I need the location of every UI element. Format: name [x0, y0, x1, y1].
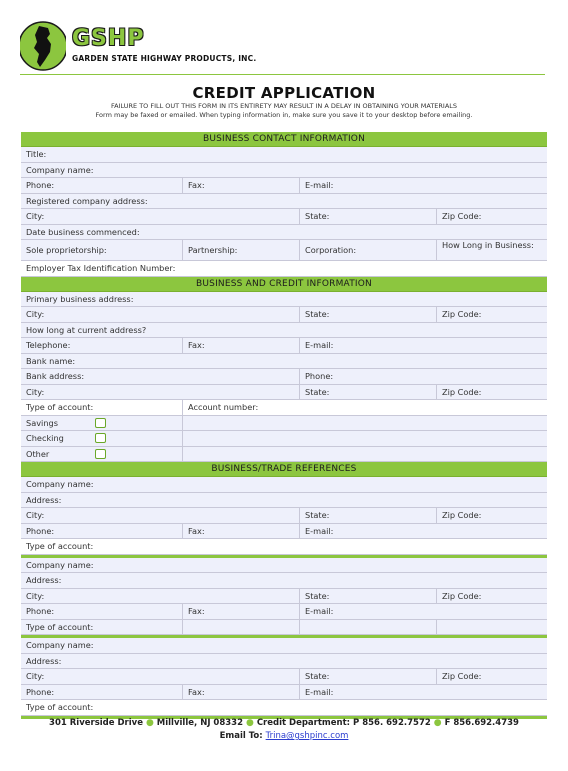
telephone-row [21, 338, 547, 354]
ref2-city-row [21, 589, 547, 605]
ref2-company-row[interactable] [21, 558, 547, 574]
savings-label: Savings [26, 417, 58, 428]
other-checkbox[interactable] [95, 449, 106, 459]
ref2-account-type-field[interactable]: Type of account: [26, 621, 94, 632]
ref3-account-type-row[interactable] [21, 700, 547, 716]
ref1-fax-field[interactable]: Fax: [182, 524, 300, 539]
footer-email-label: Email To: [219, 731, 263, 741]
ref3-company-row[interactable] [21, 638, 547, 654]
ref2-address-row[interactable] [21, 573, 547, 589]
ref2-company-field[interactable]: Company name: [26, 559, 94, 570]
credit-zip-field[interactable]: Zip Code: [436, 307, 548, 322]
header-divider [20, 74, 545, 75]
date-commenced-row[interactable] [21, 225, 547, 241]
ref2-blank-3 [436, 620, 548, 635]
other-row [21, 447, 547, 463]
ref3-account-type-field[interactable]: Type of account: [26, 702, 94, 712]
ref2-fax-field[interactable]: Fax: [182, 604, 300, 619]
company-name-field[interactable]: Company name: [26, 164, 94, 175]
ref1-address-row[interactable] [21, 493, 547, 509]
checking-row [21, 431, 547, 447]
company-logo [20, 20, 260, 72]
savings-row [21, 416, 547, 432]
account-type-row [21, 400, 547, 416]
zip-field[interactable]: Zip Code: [436, 209, 548, 224]
section-header-credit: BUSINESS AND CREDIT INFORMATION [21, 277, 547, 292]
bullet-icon: ● [245, 718, 254, 728]
ref2-email-field[interactable]: E-mail: [299, 604, 548, 619]
state-field[interactable]: State: [299, 209, 433, 224]
ref1-zip-field[interactable]: Zip Code: [436, 508, 548, 523]
footer-fax: F 856.692.4739 [444, 718, 519, 728]
account-number-field[interactable]: Account number: [182, 400, 548, 415]
fax-field[interactable]: Fax: [182, 178, 300, 193]
footer-city: Millville, NJ 08332 [156, 718, 244, 728]
phone-row [21, 178, 547, 194]
credit-city-field[interactable]: City: [26, 309, 45, 319]
type-of-account-label: Type of account: [26, 402, 94, 412]
checking-option[interactable] [21, 431, 182, 446]
ref3-zip-field[interactable]: Zip Code: [436, 669, 548, 684]
ref1-account-type-row[interactable] [21, 539, 547, 555]
company-name-row[interactable] [21, 163, 547, 179]
credit-city-row [21, 307, 547, 323]
ref3-state-field[interactable]: State: [299, 669, 433, 684]
ref1-company-field[interactable]: Company name: [26, 479, 94, 489]
primary-address-field[interactable]: Primary business address: [26, 293, 134, 304]
ref3-fax-field[interactable]: Fax: [182, 685, 300, 700]
savings-option[interactable] [21, 416, 182, 431]
bank-phone-field[interactable]: Phone: [299, 369, 548, 384]
credit-application-form [21, 132, 547, 719]
ref1-company-row[interactable] [21, 477, 547, 493]
bullet-icon: ● [433, 718, 442, 728]
ref1-address-field[interactable]: Address: [26, 494, 62, 505]
title-row[interactable] [21, 147, 547, 163]
bank-name-field[interactable]: Bank name: [26, 355, 76, 366]
footer-address: 301 Riverside Drive [49, 718, 143, 728]
footer-email-link[interactable]: Trina@gshpinc.com [265, 731, 349, 741]
footer-email-line [0, 731, 568, 741]
bank-name-row[interactable] [21, 354, 547, 370]
ref1-state-field[interactable]: State: [299, 508, 433, 523]
page-title: CREDIT APPLICATION [192, 84, 376, 102]
city-row [21, 209, 547, 225]
ref3-company-field[interactable]: Company name: [26, 640, 94, 650]
form-notice [0, 102, 568, 120]
section-header-references: BUSINESS/TRADE REFERENCES [21, 462, 547, 477]
ref1-account-type-field[interactable]: Type of account: [26, 541, 94, 551]
bullet-icon: ● [145, 718, 154, 728]
checking-checkbox[interactable] [95, 433, 106, 443]
how-long-address-field[interactable]: How long at current address? [26, 324, 147, 335]
ref1-city-field[interactable]: City: [26, 510, 45, 520]
account-number-blank-2 [182, 431, 548, 446]
ref3-address-field[interactable]: Address: [26, 655, 62, 666]
footer-credit-dept: Credit Department: P 856. 692.7572 [256, 718, 431, 728]
partnership-field[interactable]: Partnership: [182, 240, 300, 260]
bank-state-field[interactable]: State: [299, 385, 433, 400]
notice-line-1: FAILURE TO FILL OUT THIS FORM IN ITS ENTIRETY MAY RESULT IN A DELAY IN OBTAINING YOUR MATERIALS [110, 102, 458, 110]
how-long-in-business-field[interactable]: How Long in Business: [436, 240, 542, 260]
checking-label: Checking [26, 433, 64, 443]
other-option[interactable] [21, 447, 182, 462]
ref2-account-type-row [21, 620, 547, 636]
registered-address-row[interactable] [21, 194, 547, 210]
telephone-field[interactable]: Telephone: [26, 340, 71, 350]
tax-id-row[interactable] [21, 261, 547, 277]
date-commenced-field[interactable]: Date business commenced: [26, 226, 140, 237]
tax-id-field[interactable]: Employer Tax Identification Number: [26, 263, 176, 273]
bank-zip-field[interactable]: Zip Code: [436, 385, 548, 400]
registered-address-field[interactable]: Registered company address: [26, 195, 148, 206]
ref2-state-field[interactable]: State: [299, 589, 433, 604]
bank-address-field[interactable]: Bank address: [26, 371, 85, 381]
ref2-phone-row [21, 604, 547, 620]
logo-text: GSHP [72, 26, 145, 51]
business-type-row [21, 240, 547, 261]
email-field[interactable]: E-mail: [299, 178, 548, 193]
bank-address-row [21, 369, 547, 385]
credit-state-field[interactable]: State: [299, 307, 433, 322]
company-name: GARDEN STATE HIGHWAY PRODUCTS, INC. [72, 54, 257, 63]
ref3-city-row [21, 669, 547, 685]
how-long-address-row[interactable] [21, 323, 547, 339]
credit-email-field[interactable]: E-mail: [299, 338, 548, 353]
title-field[interactable]: Title: [26, 149, 47, 159]
ref2-city-field[interactable]: City: [26, 590, 45, 601]
footer-contact-line [0, 718, 568, 728]
ref2-zip-field[interactable]: Zip Code: [436, 589, 548, 604]
city-field[interactable]: City: [26, 211, 45, 221]
section-header-contact: BUSINESS CONTACT INFORMATION [21, 132, 547, 147]
account-number-blank-1 [182, 416, 548, 431]
corporation-field[interactable]: Corporation: [299, 240, 433, 260]
ref2-address-field[interactable]: Address: [26, 575, 62, 585]
savings-checkbox[interactable] [95, 418, 106, 428]
credit-fax-field[interactable]: Fax: [182, 338, 300, 353]
ref2-blank-2 [299, 620, 433, 635]
notice-line-2: Form may be faxed or emailed. When typing information in, make sure you save it to your desktop before emailing. [95, 111, 473, 119]
ref1-phone-row [21, 524, 547, 540]
account-number-blank-3 [182, 447, 548, 462]
bank-city-row [21, 385, 547, 401]
ref3-city-field[interactable]: City: [26, 671, 45, 681]
other-label: Other [26, 448, 50, 459]
phone-field[interactable]: Phone: [26, 180, 55, 190]
ref1-phone-field[interactable]: Phone: [26, 525, 55, 536]
ref1-email-field[interactable]: E-mail: [299, 524, 548, 539]
new-jersey-map-icon [20, 20, 66, 72]
ref3-phone-row [21, 685, 547, 701]
bank-city-field[interactable]: City: [26, 386, 45, 397]
ref2-phone-field[interactable]: Phone: [26, 606, 55, 616]
primary-address-row[interactable] [21, 292, 547, 308]
ref3-phone-field[interactable]: Phone: [26, 686, 55, 697]
ref2-blank-1 [182, 620, 300, 635]
ref3-address-row[interactable] [21, 654, 547, 670]
ref3-email-field[interactable]: E-mail: [299, 685, 548, 700]
sole-proprietorship-field[interactable]: Sole proprietorship: [26, 245, 107, 255]
ref1-city-row [21, 508, 547, 524]
